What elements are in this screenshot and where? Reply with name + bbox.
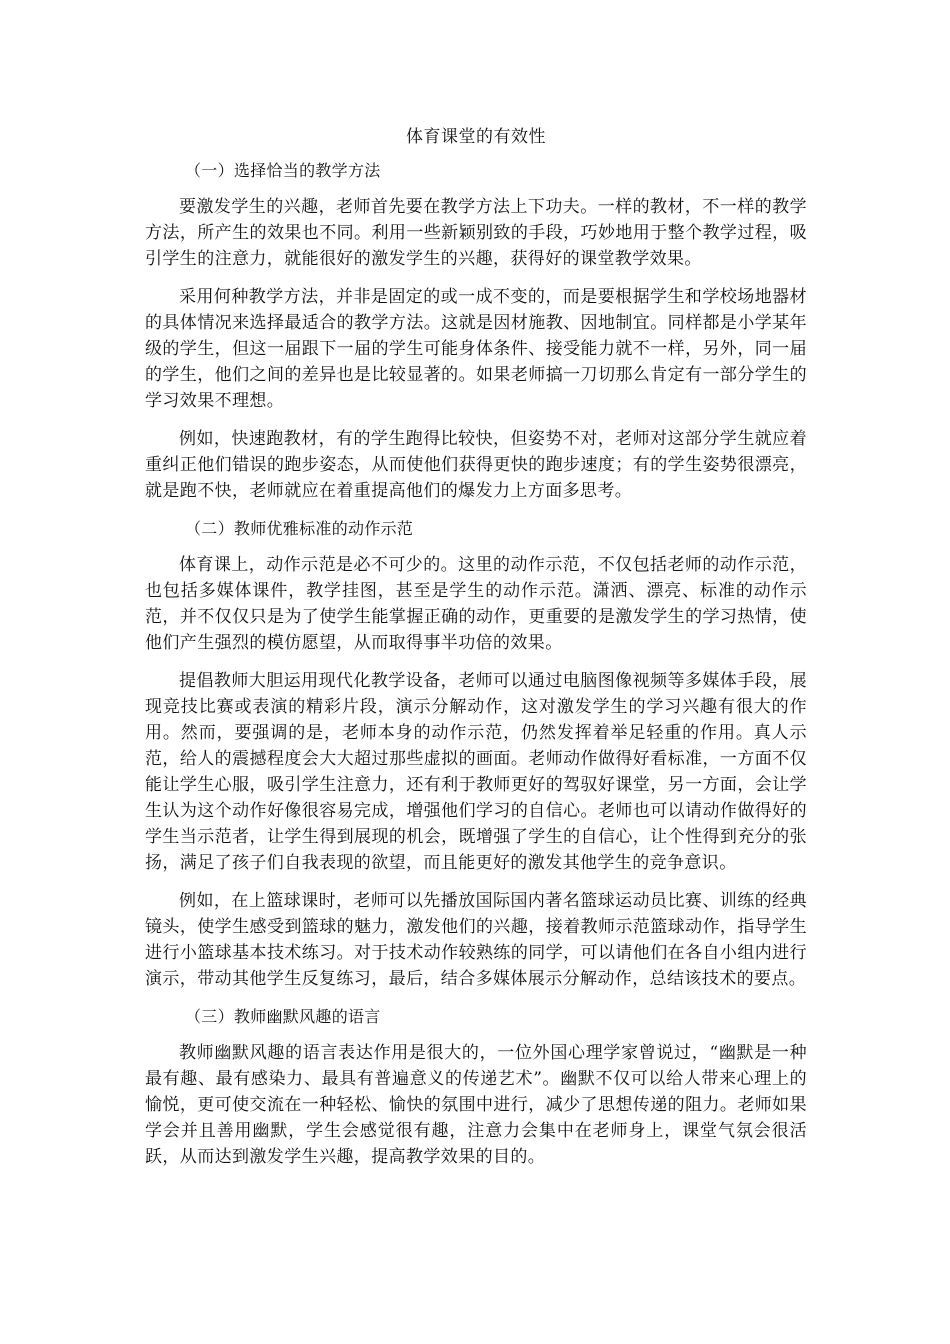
paragraph: 例如，快速跑教材，有的学生跑得比较快，但姿势不对，老师对这部分学生就应着重纠正他们错误的跑步姿态，从而使他们获得更快的跑步速度；有的学生姿势很漂亮，就是跑不快，老师就应在着重提高他们的爆发力上方面多思考。: [145, 429, 807, 501]
section-heading-1: （一）选择恰当的教学方法: [185, 161, 381, 180]
section-heading-2: （二）教师优雅标准的动作示范: [185, 519, 414, 538]
paragraph: 教师幽默风趣的语言表达作用是很大的，一位外国心理学家曾说过，“幽默是一种最有趣、最有感染力、最具有普遍意义的传递艺术”。幽默不仅可以给人带来心理上的愉悦，更可使交流在一种轻松、愉快的氛围中进行，减少了思想传递的阻力。老师如果学会并且善用幽默，学生会感觉很有趣，注意力会集中在老师身上，课堂气氛会很活跃，从而达到激发学生兴趣，提高教学效果的目的。: [145, 1043, 807, 1167]
paragraph: 提倡教师大胆运用现代化教学设备，老师可以通过电脑图像视频等多媒体手段，展现竞技比赛或表演的精彩片段，演示分解动作，这对激发学生的学习兴趣有很大的作用。然而，要强调的是，老师本身的动作示范，仍然发挥着举足轻重的作用。真人示范，给人的震撼程度会大大超过那些虚拟的画面。老师动作做得好看标准，一方面不仅能让学生心服，吸引学生注意力，还有利于教师更好的驾驭好课堂，另一方面，会让学生认为这个动作好像很容易完成，增强他们学习的自信心。老师也可以请动作做得好的学生当示范者，让学生得到展现的机会，既增强了学生的自信心，让个性得到充分的张扬，满足了孩子们自我表现的欲望，而且能更好的激发其他学生的竞争意识。: [145, 671, 807, 873]
paragraph: 采用何种教学方法，并非是固定的或一成不变的，而是要根据学生和学校场地器材的具体情况来选择最适合的教学方法。这就是因材施教、因地制宜。同样都是小学某年级的学生，但这一届跟下一届的学生可能身体条件、接受能力就不一样，另外，同一届的学生，他们之间的差异也是比较显著的。如果老师搞一刀切那么肯定有一部分学生的学习效果不理想。: [145, 287, 807, 411]
paragraph: 要激发学生的兴趣，老师首先要在教学方法上下功夫。一样的教材，不一样的教学方法，所产生的效果也不同。利用一些新颖别致的手段，巧妙地用于整个教学过程，吸引学生的注意力，就能很好的激发学生的兴趣，获得好的课堂教学效果。: [145, 197, 807, 269]
paragraph: 例如，在上篮球课时，老师可以先播放国际国内著名篮球运动员比赛、训练的经典镜头，使学生感受到篮球的魅力，激发他们的兴趣，接着教师示范篮球动作，指导学生进行小篮球基本技术练习。对于技术动作较熟练的同学，可以请他们在各自小组内进行演示，带动其他学生反复练习，最后，结合多媒体展示分解动作，总结该技术的要点。: [145, 891, 807, 989]
section-heading-3: （三）教师幽默风趣的语言: [185, 1007, 381, 1026]
paragraph: 体育课上，动作示范是必不可少的。这里的动作示范，不仅包括老师的动作示范，也包括多媒体课件，教学挂图，甚至是学生的动作示范。潇洒、漂亮、标准的动作示范，并不仅仅只是为了使学生能掌握正确的动作，更重要的是激发学生的学习热情，使他们产生强烈的模仿愿望，从而取得事半功倍的效果。: [145, 555, 807, 653]
document-body: [145, 124, 807, 1182]
document-title: 体育课堂的有效性: [406, 127, 546, 147]
